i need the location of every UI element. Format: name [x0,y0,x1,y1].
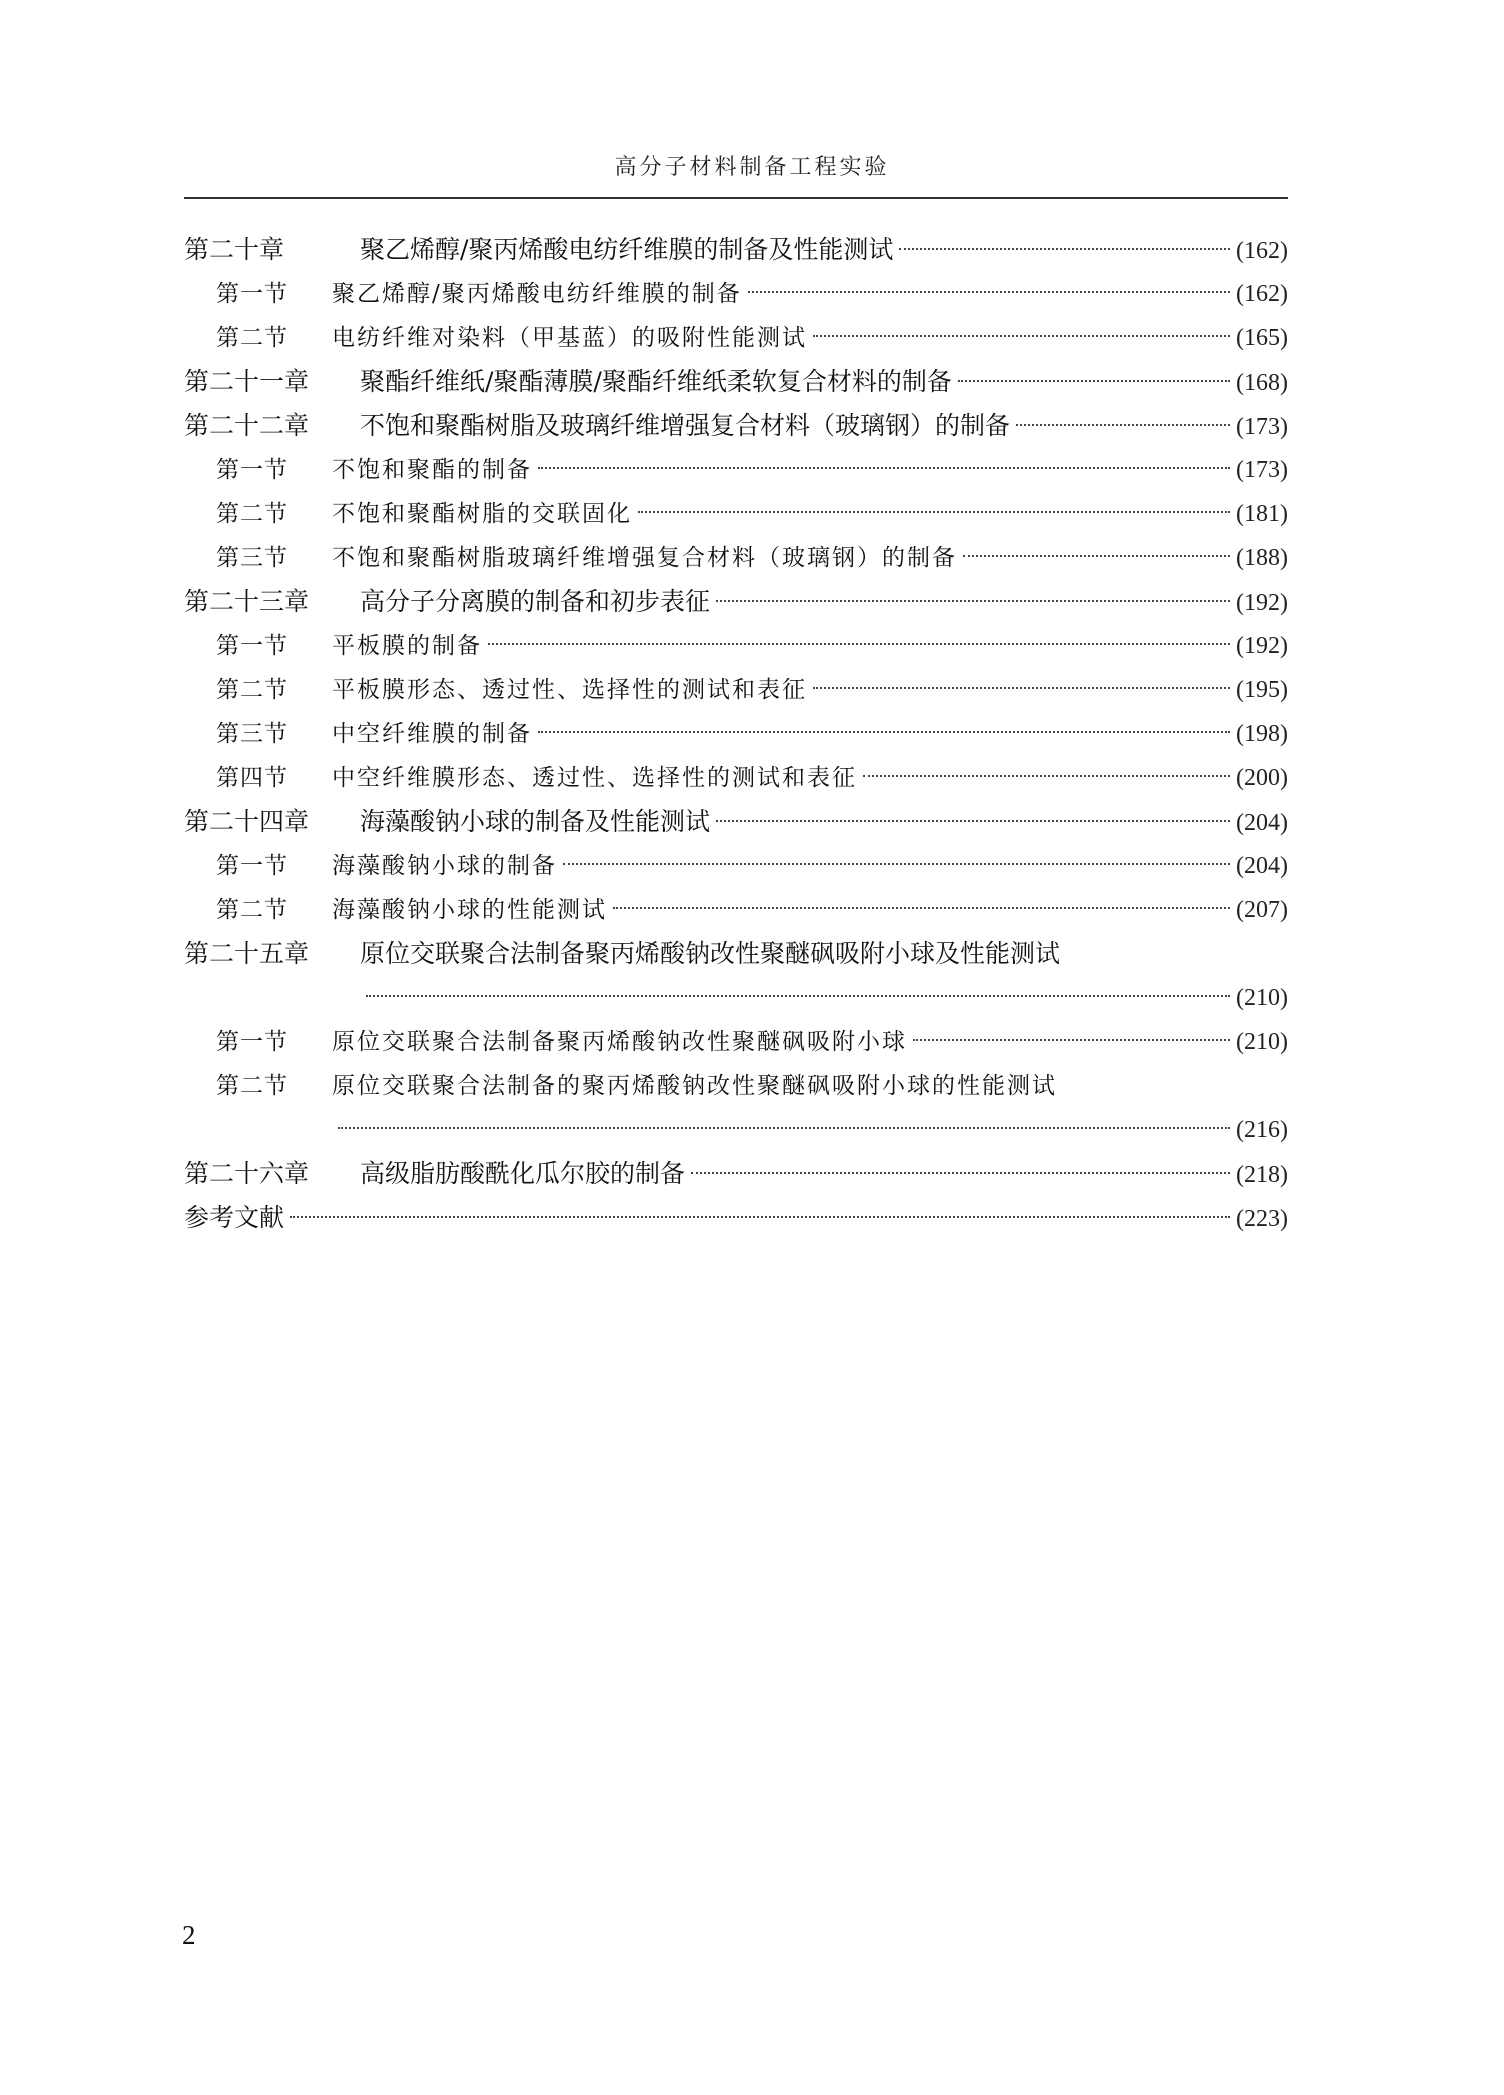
toc-entry-page: (162) [1236,281,1288,307]
dot-leader [538,731,1230,733]
toc-entry [184,1152,1288,1196]
toc-entry-title: 原位交联聚合法制备聚丙烯酸钠改性聚醚砜吸附小球 [332,1029,907,1055]
toc-entry-label: 第一节 [216,853,288,879]
toc-entry-page: (216) [1236,1117,1288,1143]
toc-entry-page: (173) [1236,457,1288,483]
toc-entry-page: (192) [1236,590,1288,616]
toc-entry-title: 平板膜形态、透过性、选择性的测试和表征 [332,677,807,703]
page-number: 2 [182,1920,196,1950]
toc-entry [184,580,1288,624]
toc-entry-title: 原位交联聚合法制备聚丙烯酸钠改性聚醚砜吸附小球及性能测试 [360,939,1061,968]
toc-entry-title: 聚乙烯醇/聚丙烯酸电纺纤维膜的制备及性能测试 [360,235,894,264]
dot-leader [613,907,1230,909]
toc-entry [184,316,1288,360]
toc-entry [184,712,1288,756]
toc-entry-page: (218) [1236,1162,1288,1188]
dot-leader [338,1127,1230,1129]
toc-entry [184,272,1288,316]
toc-entry-label: 参考文献 [184,1203,285,1232]
toc-entry-label: 第二十四章 [184,807,310,836]
toc-entry [184,536,1288,580]
toc-entry-title: 不饱和聚酯树脂及玻璃纤维增强复合材料（玻璃钢）的制备 [360,411,1011,440]
toc-entry-label: 第二节 [216,897,288,923]
toc-entry-label: 第二节 [216,501,288,527]
toc-entry-page: (210) [1236,1029,1288,1055]
toc-entry-title: 高级脂肪酸酰化瓜尔胶的制备 [360,1159,686,1188]
dot-leader [538,467,1230,469]
toc-entry-page: (168) [1236,370,1288,396]
dot-leader [813,687,1230,689]
toc-entry-page: (192) [1236,633,1288,659]
dot-leader [716,600,1230,602]
toc-entry-title: 海藻酸钠小球的制备及性能测试 [360,807,711,836]
toc-entry-label: 第三节 [216,721,288,747]
toc-entry-label: 第一节 [216,281,288,307]
toc-entry-title: 聚酯纤维纸/聚酯薄膜/聚酯纤维纸柔软复合材料的制备 [360,367,952,396]
dot-leader [691,1172,1230,1174]
toc-entry-page: (165) [1236,325,1288,351]
toc-entry [184,448,1288,492]
toc-entry-page: (195) [1236,677,1288,703]
toc-entry-page: (200) [1236,765,1288,791]
dot-leader [963,555,1230,557]
dot-leader [863,775,1230,777]
toc-entry [184,756,1288,800]
toc-entry-continuation [184,1108,1288,1152]
toc-entry-title: 不饱和聚酯的制备 [332,457,532,483]
toc-entry-title: 不饱和聚酯树脂的交联固化 [332,501,632,527]
running-head: 高分子材料制备工程实验 [614,155,890,180]
toc-entry-label: 第一节 [216,1029,288,1055]
toc-entry-label: 第二十五章 [184,939,310,968]
dot-leader [913,1039,1230,1041]
toc-entry [184,888,1288,932]
toc-entry-label: 第四节 [216,765,288,791]
toc-entry-page: (210) [1236,985,1288,1011]
toc-entry-page: (188) [1236,545,1288,571]
toc-entry [184,624,1288,668]
toc-entry-title: 海藻酸钠小球的制备 [332,853,557,879]
toc-entry-label: 第一节 [216,457,288,483]
dot-leader [488,643,1230,645]
toc-entry-page: (162) [1236,238,1288,264]
toc-entry [184,800,1288,844]
header-rule [184,197,1288,199]
toc-entry-page: (204) [1236,853,1288,879]
dot-leader [748,291,1230,293]
toc-entry-label: 第二节 [216,1073,288,1099]
toc-entry-title: 中空纤维膜形态、透过性、选择性的测试和表征 [332,765,857,791]
toc-entry-page: (223) [1236,1206,1288,1232]
toc-entry-page: (207) [1236,897,1288,923]
toc-entry-title: 中空纤维膜的制备 [332,721,532,747]
toc-entry-page: (173) [1236,414,1288,440]
toc-entry-continuation [184,976,1288,1020]
toc-entry-page: (181) [1236,501,1288,527]
toc-entry-title: 海藻酸钠小球的性能测试 [332,897,607,923]
toc-entry [184,1020,1288,1064]
toc-entry-label: 第二十章 [184,235,285,264]
toc-entry-label: 第一节 [216,633,288,659]
toc-entry-title: 原位交联聚合法制备的聚丙烯酸钠改性聚醚砜吸附小球的性能测试 [332,1073,1057,1099]
dot-leader [638,511,1230,513]
toc-entry-title: 平板膜的制备 [332,633,482,659]
toc-entry-page: (204) [1236,810,1288,836]
dot-leader [958,380,1230,382]
toc-entry-title: 聚乙烯醇/聚丙烯酸电纺纤维膜的制备 [332,281,742,307]
dot-leader [563,863,1230,865]
toc-entry-title: 高分子分离膜的制备和初步表征 [360,587,711,616]
toc-entry-label: 第三节 [216,545,288,571]
toc-entry [184,1064,1288,1108]
dot-leader [899,248,1230,250]
dot-leader [716,820,1230,822]
toc-entry [184,492,1288,536]
toc-entry-label: 第二十六章 [184,1159,310,1188]
toc-entry-references [184,1196,1288,1240]
dot-leader [1016,424,1230,426]
toc-entry-label: 第二节 [216,677,288,703]
toc-entry-title: 电纺纤维对染料（甲基蓝）的吸附性能测试 [332,325,807,351]
toc-entry-label: 第二十一章 [184,367,310,396]
toc-entry-label: 第二节 [216,325,288,351]
toc-entry-title: 不饱和聚酯树脂玻璃纤维增强复合材料（玻璃钢）的制备 [332,545,957,571]
toc-entry [184,404,1288,448]
toc-entry-label: 第二十二章 [184,411,310,440]
toc-entry-page: (198) [1236,721,1288,747]
dot-leader [366,995,1230,997]
toc-entry [184,668,1288,712]
toc-entry [184,932,1288,976]
toc-entry-label: 第二十三章 [184,587,310,616]
dot-leader [290,1216,1230,1218]
dot-leader [813,335,1230,337]
toc-entry [184,228,1288,272]
table-of-contents [184,228,1288,1240]
toc-entry [184,360,1288,404]
toc-entry [184,844,1288,888]
